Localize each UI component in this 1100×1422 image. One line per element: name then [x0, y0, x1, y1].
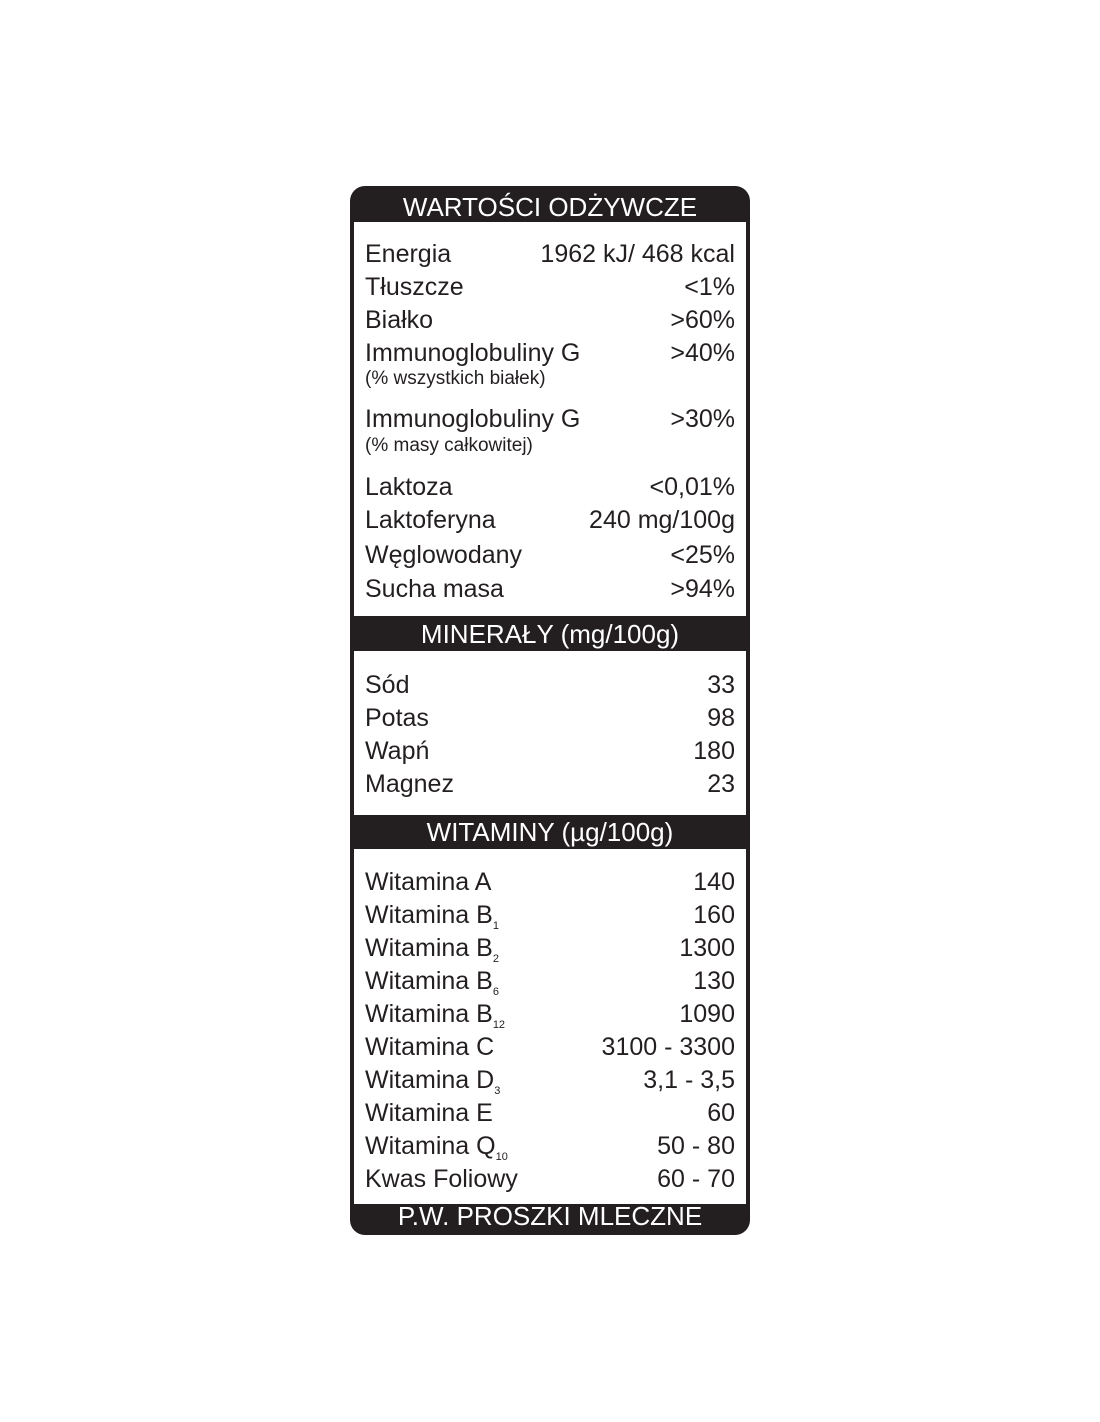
vitamin-row-a: [365, 867, 735, 897]
vitamin-row-c: [365, 1032, 735, 1062]
minerals-header: MINERAŁY (mg/100g): [420, 619, 680, 649]
row-name: Witamina C: [365, 1033, 495, 1061]
row-value: >60%: [670, 306, 735, 334]
row-subscript: 12: [492, 1019, 506, 1031]
row-subscript: 10: [495, 1151, 508, 1163]
minerals-panel: [354, 651, 746, 815]
row-value: 60 - 70: [657, 1165, 735, 1193]
vitamin-row-b2: [365, 933, 735, 963]
row-name: Sucha masa: [365, 575, 504, 603]
row-subscript: 2: [492, 953, 499, 965]
row-value: 98: [707, 704, 735, 732]
vitamin-row-b1: [365, 900, 735, 930]
row-value: >30%: [670, 405, 735, 433]
row-note: (% wszystkich białek): [365, 368, 546, 389]
vitamin-row-b6: [365, 966, 735, 996]
row-value: 60: [707, 1099, 735, 1127]
row-value: 140: [693, 868, 735, 896]
vitamin-row-b12: [365, 999, 735, 1029]
nutrition-row-dry-mass: [365, 574, 735, 604]
row-name: Tłuszcze: [365, 273, 464, 301]
row-subscript: 1: [492, 920, 499, 932]
nutrition-row-igg-protein: [365, 338, 735, 368]
row-value: 1300: [679, 934, 735, 962]
vitamins-header: WITAMINY (µg/100g): [426, 817, 674, 847]
row-note: (% masy całkowitej): [365, 435, 533, 456]
row-value: >40%: [670, 339, 735, 367]
nutrition-header: WARTOŚCI ODŻYWCZE: [402, 192, 698, 222]
mineral-row-calcium: [365, 736, 735, 766]
row-value: <0,01%: [649, 473, 735, 501]
mineral-row-sodium: [365, 670, 735, 700]
vitamin-row-e: [365, 1098, 735, 1128]
row-name: Węglowodany: [365, 541, 523, 569]
row-name: Immunoglobuliny G: [365, 339, 581, 367]
row-value: <25%: [670, 541, 735, 569]
row-value: 240 mg/100g: [589, 506, 735, 534]
row-name: Witamina $B_{12}$: [365, 1000, 506, 1031]
nutrition-row-lactoferrin: [365, 505, 735, 535]
row-name: Witamina $D_3$: [365, 1066, 501, 1097]
row-name: Kwas Foliowy: [365, 1165, 518, 1193]
row-value: 130: [693, 967, 735, 995]
nutrition-row-igg-mass: [365, 404, 735, 434]
row-value: >94%: [670, 575, 735, 603]
row-value: 3,1 - 3,5: [643, 1066, 735, 1094]
row-value: 1962 kJ/ 468 kcal: [540, 240, 735, 268]
row-name: Sód: [365, 671, 410, 699]
row-value: 23: [707, 770, 735, 798]
row-value: 33: [707, 671, 735, 699]
mineral-row-magnesium: [365, 769, 735, 799]
row-value: 160: [693, 901, 735, 929]
row-name: Laktoza: [365, 473, 453, 501]
row-name: Immunoglobuliny G: [365, 405, 581, 433]
nutrition-row-energy: [365, 239, 735, 269]
row-subscript: 6: [492, 986, 499, 998]
row-value: 180: [693, 737, 735, 765]
row-name: Białko: [365, 306, 434, 334]
row-name: Potas: [365, 704, 429, 732]
vitamins-panel: [354, 849, 746, 1204]
row-subscript: 3: [494, 1085, 501, 1097]
row-value: 50 - 80: [657, 1132, 735, 1160]
row-name: Wapń: [365, 737, 430, 765]
nutrition-row-protein: [365, 305, 735, 335]
row-name: Laktoferyna: [365, 506, 496, 534]
nutrition-panel: [354, 222, 746, 616]
nutrition-label: [350, 186, 750, 1235]
row-name: Witamina E: [365, 1099, 493, 1127]
row-name: Witamina $B_2$: [365, 934, 499, 965]
row-name: Witamina $B_1$: [365, 901, 499, 932]
vitamin-row-q10: [365, 1131, 735, 1161]
vitamin-row-folic-acid: [365, 1164, 735, 1194]
row-value: 3100 - 3300: [601, 1033, 735, 1061]
row-name: Witamina $Q_{10}$: [365, 1132, 508, 1163]
vitamin-row-d3: [365, 1065, 735, 1095]
nutrition-row-fat: [365, 272, 735, 302]
nutrition-row-lactose: [365, 472, 735, 502]
footer-brand: P.W. PROSZKI MLECZNE: [397, 1201, 703, 1231]
row-value: 1090: [679, 1000, 735, 1028]
row-value: <1%: [684, 273, 735, 301]
row-name: Witamina $B_6$: [365, 967, 499, 998]
row-name: Witamina A: [365, 868, 492, 896]
row-name: Energia: [365, 240, 452, 268]
nutrition-row-carbs: [365, 540, 735, 570]
mineral-row-potassium: [365, 703, 735, 733]
row-name: Magnez: [365, 770, 454, 798]
